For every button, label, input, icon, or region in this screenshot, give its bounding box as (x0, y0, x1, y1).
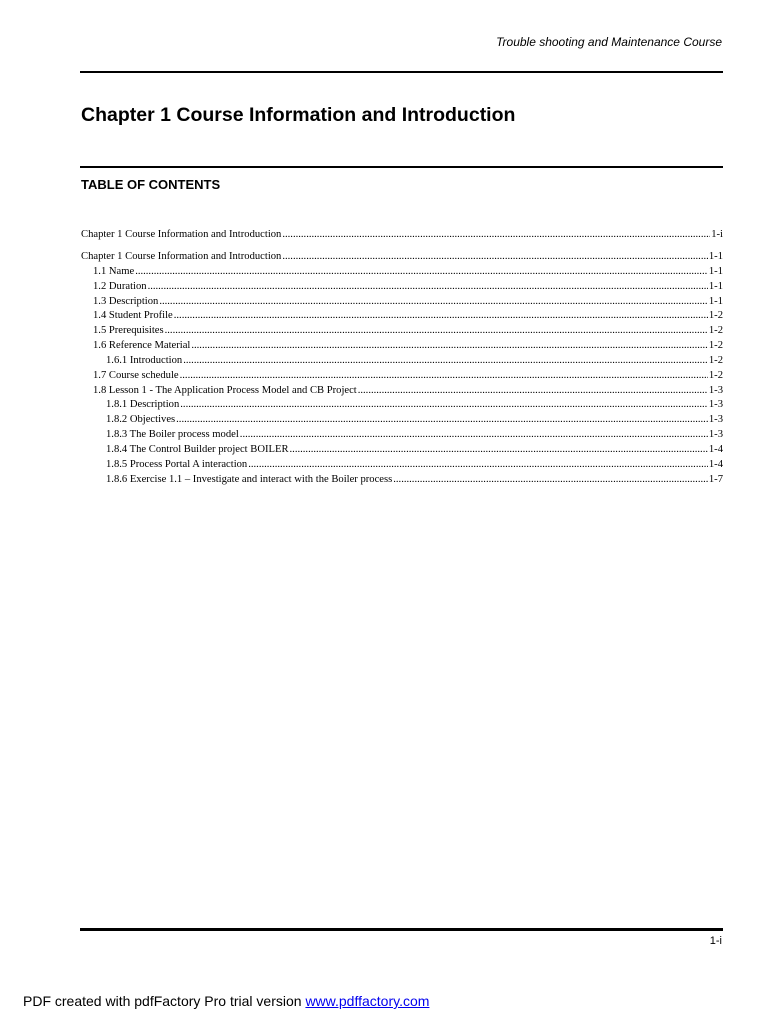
pdffactory-link[interactable]: www.pdffactory.com (305, 993, 430, 1009)
toc-entry-title: Chapter 1 Course Information and Introduction (81, 229, 282, 240)
toc-entry-title: Chapter 1 Course Information and Introduction (81, 251, 282, 262)
footer-divider (80, 928, 723, 931)
toc-leader-dots (290, 444, 708, 455)
toc-entry-page: 1-3 (708, 429, 723, 441)
toc-entry[interactable] (81, 429, 723, 444)
toc-leader-dots (176, 414, 708, 425)
table-of-contents (81, 229, 723, 489)
toc-entry[interactable] (81, 281, 723, 296)
toc-entry-page: 1-2 (708, 340, 723, 352)
toc-entry[interactable] (81, 399, 723, 414)
toc-leader-dots (180, 370, 708, 381)
running-header: Trouble shooting and Maintenance Course (496, 35, 722, 49)
toc-entry[interactable] (81, 229, 723, 251)
toc-entry[interactable] (81, 385, 723, 400)
toc-heading: TABLE OF CONTENTS (81, 177, 221, 192)
toc-entry-title: 1.3 Description (93, 295, 159, 307)
toc-entry-page: 1-i (711, 229, 723, 240)
toc-entry[interactable] (81, 251, 723, 266)
title-divider (80, 166, 723, 168)
toc-entry-page: 1-3 (708, 414, 723, 426)
toc-leader-dots (148, 281, 708, 292)
toc-entry[interactable] (81, 296, 723, 311)
toc-leader-dots (248, 459, 708, 470)
toc-entry-title: 1.4 Student Profile (93, 310, 173, 322)
toc-entry-title: 1.8.4 The Control Builder project BOILER (106, 443, 289, 455)
toc-entry-page: 1-1 (708, 295, 723, 307)
toc-entry-page: 1-1 (708, 280, 723, 292)
toc-entry-page: 1-2 (708, 310, 723, 322)
toc-entry-title: 1.7 Course schedule (93, 369, 179, 381)
toc-entry-page: 1-3 (708, 399, 723, 411)
toc-entry-title: 1.2 Duration (93, 280, 147, 292)
toc-leader-dots (282, 229, 710, 240)
page-number: 1-i (709, 935, 722, 947)
toc-entry-title: 1.8.6 Exercise 1.1 – Investigate and interact with the Boiler process (106, 473, 393, 485)
toc-entry-page: 1-4 (708, 443, 723, 455)
toc-entry-page: 1-1 (708, 251, 723, 262)
pdf-creator-note (23, 993, 429, 1009)
toc-entry[interactable] (81, 340, 723, 355)
toc-entry-page: 1-7 (708, 473, 723, 485)
toc-entry-title: 1.8.1 Description (106, 399, 180, 411)
toc-leader-dots (135, 266, 708, 277)
toc-entry[interactable] (81, 310, 723, 325)
toc-leader-dots (183, 355, 708, 366)
toc-entry-title: 1.6 Reference Material (93, 340, 191, 352)
toc-entry-title: 1.1 Name (93, 265, 135, 277)
toc-entry-title: 1.8.2 Objectives (106, 414, 176, 426)
toc-leader-dots (159, 296, 708, 307)
toc-entry[interactable] (81, 459, 723, 474)
toc-entry-page: 1-3 (708, 384, 723, 396)
toc-entry[interactable] (81, 355, 723, 370)
toc-leader-dots (240, 429, 708, 440)
toc-entry[interactable] (81, 474, 723, 489)
toc-entry-page: 1-4 (708, 458, 723, 470)
toc-entry-title: 1.8.5 Process Portal A interaction (106, 458, 248, 470)
toc-leader-dots (180, 399, 708, 410)
toc-entry-title: 1.6.1 Introduction (106, 354, 183, 366)
toc-leader-dots (191, 340, 708, 351)
chapter-title: Chapter 1 Course Information and Introduction (81, 104, 516, 126)
toc-entry[interactable] (81, 444, 723, 459)
toc-leader-dots (165, 325, 708, 336)
toc-entry-page: 1-2 (708, 369, 723, 381)
toc-entry[interactable] (81, 414, 723, 429)
toc-entry-page: 1-2 (708, 325, 723, 337)
toc-entry-title: 1.8.3 The Boiler process model (106, 429, 239, 441)
toc-entry[interactable] (81, 325, 723, 340)
toc-entry[interactable] (81, 266, 723, 281)
toc-entry-title: 1.8 Lesson 1 - The Application Process Model and CB Project (93, 384, 357, 396)
toc-entry-page: 1-2 (708, 354, 723, 366)
toc-entry-page: 1-1 (708, 265, 723, 277)
toc-leader-dots (282, 251, 708, 262)
pdf-creator-text: PDF created with pdfFactory Pro trial version (23, 993, 306, 1009)
toc-entry[interactable] (81, 370, 723, 385)
toc-leader-dots (393, 474, 708, 485)
toc-leader-dots (174, 310, 708, 321)
header-divider (80, 71, 723, 73)
toc-leader-dots (358, 385, 708, 396)
toc-entry-title: 1.5 Prerequisites (93, 325, 164, 337)
